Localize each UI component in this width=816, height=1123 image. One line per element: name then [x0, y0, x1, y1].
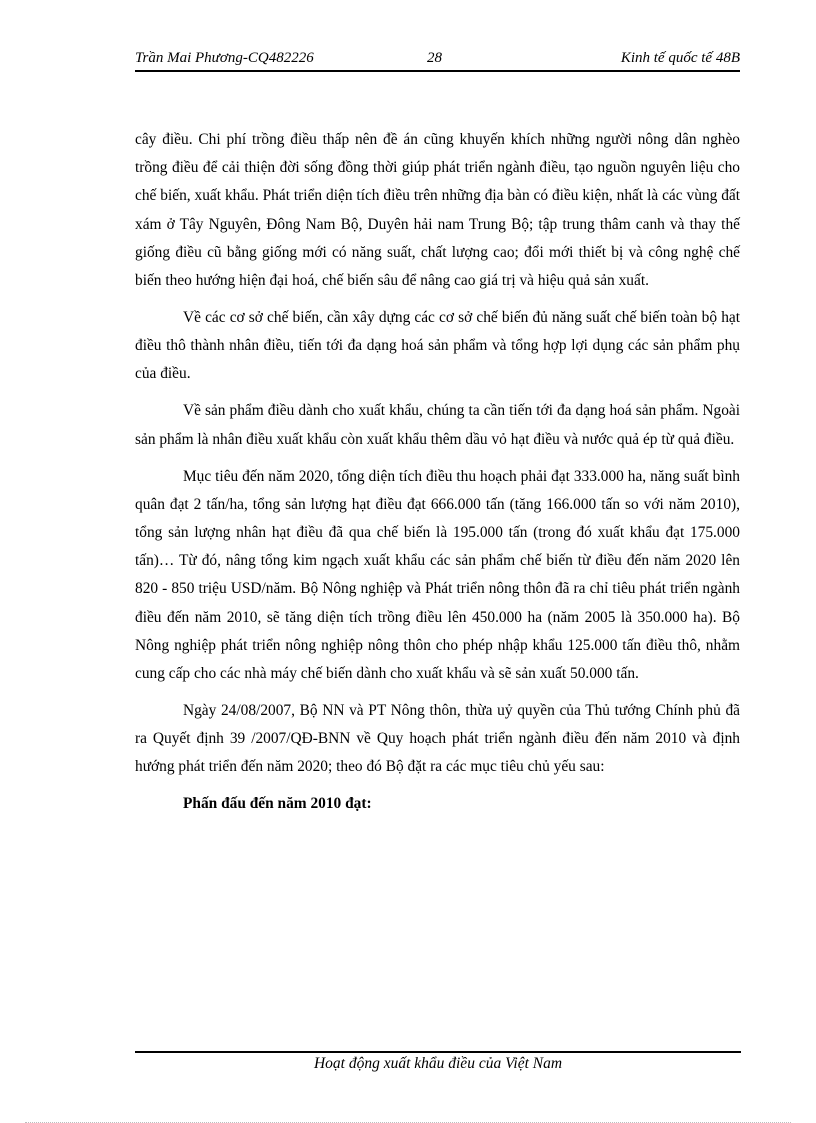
paragraph-decision-39: Ngày 24/08/2007, Bộ NN và PT Nông thôn, thừa uỷ quyền của Thủ tướng Chính phủ đã ra Quyết định 39 /2007/QĐ-BNN về Quy hoạch phát triển ngành điều đến năm 2010 và định hướng phát triển đến năm 2020; theo đó Bộ đặt ra các mục tiêu chủ yếu sau: [135, 702, 740, 776]
paragraph-export-products: Về sản phẩm điều dành cho xuất khẩu, chúng ta cần tiến tới đa dạng hoá sản phẩm. Ngoài sản phẩm là nhân điều xuất khẩu còn xuất khẩu thêm dầu vỏ hạt điều và nước quả ép từ quả điều. [135, 402, 740, 448]
header-page-number: 28 [427, 50, 442, 66]
section-subheading: Phấn đấu đến năm 2010 đạt: [183, 795, 372, 813]
paragraph-targets-2020: Mục tiêu đến năm 2020, tổng diện tích điều thu hoạch phải đạt 333.000 ha, năng suất bình quân đạt 2 tấn/ha, tổng sản lượng hạt điều đạt 666.000 tấn (tăng 166.000 tấn so với năm 2010), tổng sản lượng nhân hạt điều đã qua chế biến là 195.000 tấn (trong đó xuất khẩu đạt 175.000 tấn)… Từ đó, nâng tổng kim ngạch xuất khẩu các sản phẩm chế biến từ điều đến năm 2020 lên 820 - 850 triệu USD/năm. Bộ Nông nghiệp và Phát triển nông thôn đã ra chỉ tiêu phát triển ngành điều đến năm 2010, sẽ tăng diện tích trồng điều lên 450.000 ha (năm 2005 là 350.000 ha). Bộ Nông nghiệp phát triển nông nghiệp nông thôn cho phép nhập khẩu 125.000 tấn điều thô, nhằm cung cấp cho các nhà máy chế biến dành cho xuất khẩu và sẽ sản xuất 50.000 tấn. [135, 467, 740, 683]
paragraph-processing-facilities: Về các cơ sở chế biến, cần xây dựng các cơ sở chế biến đủ năng suất chế biến toàn bộ hạt điều thô thành nhân điều, tiến tới đa dạng hoá sản phẩm và tổng hợp lợi dụng các sản phẩm phụ của điều. [135, 309, 740, 383]
footer-divider [135, 1051, 741, 1053]
paragraph-continuation: cây điều. Chi phí trồng điều thấp nên đề án cũng khuyến khích những người nông dân nghèo trồng điều để cải thiện đời sống đồng thời giúp phát triển ngành điều, tạo nguồn nguyên liệu cho chế biến, xuất khẩu. Phát triển diện tích điều trên những địa bàn có điều kiện, nhất là các vùng đất xám ở Tây Nguyên, Đông Nam Bộ, Duyên hải nam Trung Bộ; tập trung thâm canh và thay thế giống điều cũ bằng giống mới có năng suất, chất lượng cao; đổi mới thiết bị và công nghệ chế biến theo hướng hiện đại hoá, chế biến sâu để nâng cao giá trị và hiệu quả sản xuất. [135, 131, 740, 290]
document-body [135, 126, 740, 827]
page-footer: Hoạt động xuất khẩu điều của Việt Nam [313, 1055, 563, 1072]
page-header [135, 50, 740, 72]
header-course: Kinh tế quốc tế 48B [620, 50, 740, 66]
header-author: Trần Mai Phương-CQ482226 [135, 50, 314, 66]
